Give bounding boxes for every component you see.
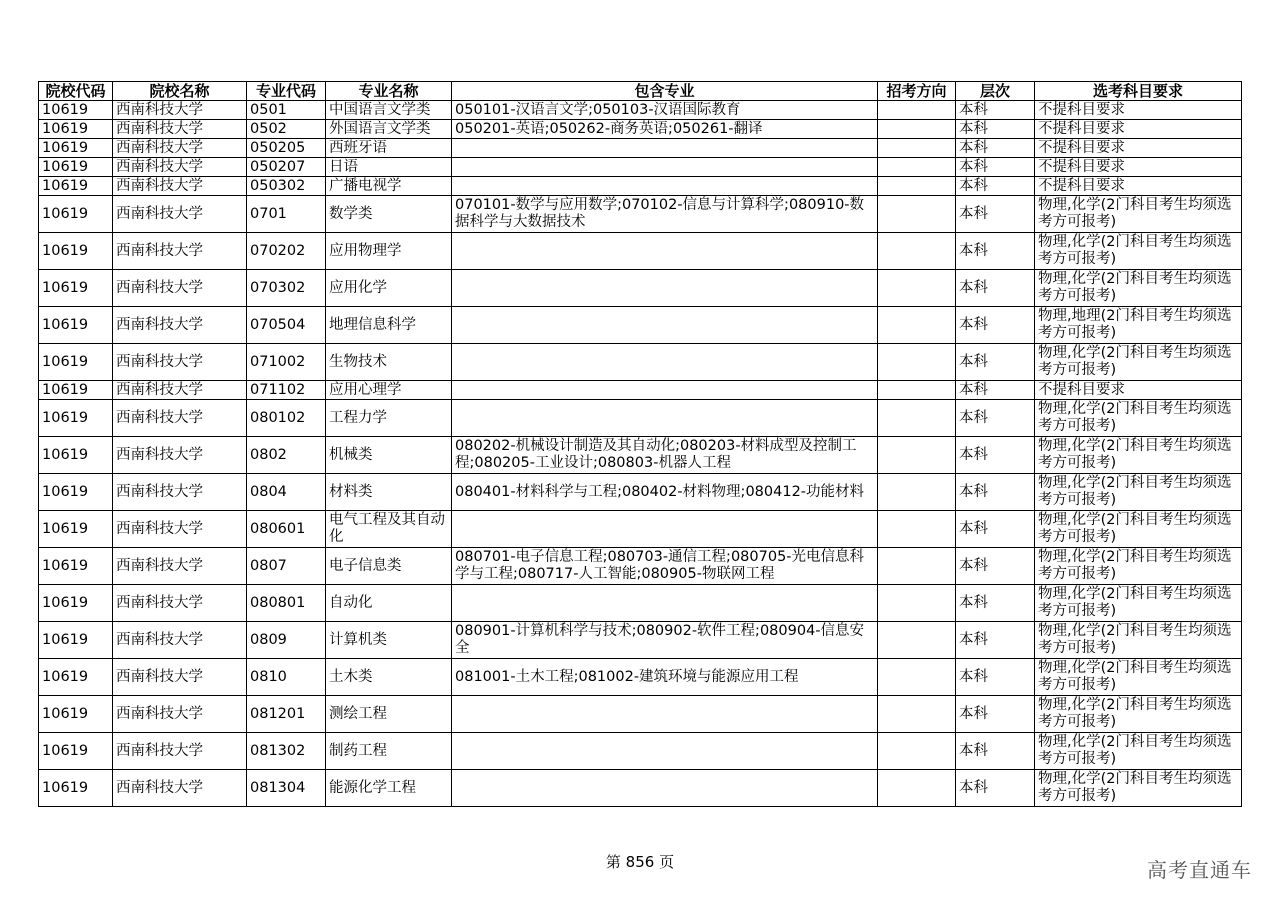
cell-major-code: 081201 bbox=[247, 696, 326, 733]
cell-direction bbox=[878, 585, 956, 622]
table-row bbox=[39, 659, 1242, 696]
cell-major-name: 工程力学 bbox=[326, 400, 452, 437]
header-school-code: 院校代码 bbox=[39, 82, 113, 101]
cell-direction bbox=[878, 139, 956, 158]
cell-school-code: 10619 bbox=[39, 270, 113, 307]
cell-major-code: 050302 bbox=[247, 177, 326, 196]
cell-direction bbox=[878, 548, 956, 585]
cell-level: 本科 bbox=[956, 120, 1035, 139]
header-major-name: 专业名称 bbox=[326, 82, 452, 101]
table-row bbox=[39, 474, 1242, 511]
header-included-majors: 包含专业 bbox=[452, 82, 878, 101]
cell-school-name: 西南科技大学 bbox=[113, 196, 247, 233]
cell-major-name: 应用心理学 bbox=[326, 381, 452, 400]
cell-included-majors bbox=[452, 381, 878, 400]
cell-level: 本科 bbox=[956, 733, 1035, 770]
cell-level: 本科 bbox=[956, 233, 1035, 270]
cell-level: 本科 bbox=[956, 585, 1035, 622]
cell-direction bbox=[878, 196, 956, 233]
header-subject-requirement: 选考科目要求 bbox=[1035, 82, 1242, 101]
cell-included-majors bbox=[452, 158, 878, 177]
cell-school-name: 西南科技大学 bbox=[113, 139, 247, 158]
table-row bbox=[39, 437, 1242, 474]
table-row bbox=[39, 307, 1242, 344]
cell-school-name: 西南科技大学 bbox=[113, 659, 247, 696]
table-row bbox=[39, 101, 1242, 120]
table-row bbox=[39, 511, 1242, 548]
cell-major-name: 数学类 bbox=[326, 196, 452, 233]
cell-school-code: 10619 bbox=[39, 139, 113, 158]
cell-level: 本科 bbox=[956, 139, 1035, 158]
cell-major-name: 日语 bbox=[326, 158, 452, 177]
cell-included-majors bbox=[452, 511, 878, 548]
cell-school-code: 10619 bbox=[39, 437, 113, 474]
cell-school-name: 西南科技大学 bbox=[113, 158, 247, 177]
table-row bbox=[39, 585, 1242, 622]
cell-school-name: 西南科技大学 bbox=[113, 101, 247, 120]
cell-level: 本科 bbox=[956, 344, 1035, 381]
cell-included-majors: 080701-电子信息工程;080703-通信工程;080705-光电信息科学与工程;080717-人工智能;080905-物联网工程 bbox=[452, 548, 878, 585]
cell-major-code: 0810 bbox=[247, 659, 326, 696]
cell-school-name: 西南科技大学 bbox=[113, 511, 247, 548]
cell-level: 本科 bbox=[956, 770, 1035, 807]
cell-included-majors: 080401-材料科学与工程;080402-材料物理;080412-功能材料 bbox=[452, 474, 878, 511]
cell-subject-requirement: 不提科目要求 bbox=[1035, 139, 1242, 158]
cell-school-name: 西南科技大学 bbox=[113, 307, 247, 344]
cell-direction bbox=[878, 511, 956, 548]
cell-major-code: 071002 bbox=[247, 344, 326, 381]
cell-subject-requirement: 物理,化学(2门科目考生均须选考方可报考) bbox=[1035, 548, 1242, 585]
cell-direction bbox=[878, 177, 956, 196]
cell-major-code: 080601 bbox=[247, 511, 326, 548]
table-row bbox=[39, 548, 1242, 585]
cell-school-name: 西南科技大学 bbox=[113, 437, 247, 474]
cell-subject-requirement: 物理,化学(2门科目考生均须选考方可报考) bbox=[1035, 437, 1242, 474]
cell-subject-requirement: 物理,化学(2门科目考生均须选考方可报考) bbox=[1035, 511, 1242, 548]
cell-direction bbox=[878, 307, 956, 344]
cell-school-name: 西南科技大学 bbox=[113, 233, 247, 270]
cell-school-code: 10619 bbox=[39, 196, 113, 233]
cell-level: 本科 bbox=[956, 158, 1035, 177]
cell-major-code: 080801 bbox=[247, 585, 326, 622]
cell-direction bbox=[878, 158, 956, 177]
cell-direction bbox=[878, 770, 956, 807]
cell-major-name: 西班牙语 bbox=[326, 139, 452, 158]
cell-school-code: 10619 bbox=[39, 696, 113, 733]
cell-major-name: 土木类 bbox=[326, 659, 452, 696]
cell-included-majors bbox=[452, 139, 878, 158]
cell-major-name: 电子信息类 bbox=[326, 548, 452, 585]
table-row bbox=[39, 400, 1242, 437]
cell-level: 本科 bbox=[956, 196, 1035, 233]
cell-school-name: 西南科技大学 bbox=[113, 120, 247, 139]
cell-major-code: 0501 bbox=[247, 101, 326, 120]
cell-level: 本科 bbox=[956, 659, 1035, 696]
cell-included-majors bbox=[452, 696, 878, 733]
cell-major-code: 0502 bbox=[247, 120, 326, 139]
cell-direction bbox=[878, 344, 956, 381]
cell-school-name: 西南科技大学 bbox=[113, 381, 247, 400]
cell-school-name: 西南科技大学 bbox=[113, 344, 247, 381]
cell-direction bbox=[878, 381, 956, 400]
cell-major-code: 0807 bbox=[247, 548, 326, 585]
cell-school-name: 西南科技大学 bbox=[113, 474, 247, 511]
cell-included-majors bbox=[452, 585, 878, 622]
cell-included-majors: 080901-计算机科学与技术;080902-软件工程;080904-信息安全 bbox=[452, 622, 878, 659]
header-major-code: 专业代码 bbox=[247, 82, 326, 101]
cell-level: 本科 bbox=[956, 622, 1035, 659]
cell-level: 本科 bbox=[956, 548, 1035, 585]
table-row bbox=[39, 770, 1242, 807]
header-row bbox=[39, 82, 1242, 101]
cell-level: 本科 bbox=[956, 381, 1035, 400]
cell-subject-requirement: 不提科目要求 bbox=[1035, 381, 1242, 400]
cell-included-majors bbox=[452, 233, 878, 270]
cell-level: 本科 bbox=[956, 437, 1035, 474]
table-row bbox=[39, 177, 1242, 196]
cell-major-code: 070302 bbox=[247, 270, 326, 307]
cell-school-code: 10619 bbox=[39, 548, 113, 585]
cell-level: 本科 bbox=[956, 511, 1035, 548]
cell-level: 本科 bbox=[956, 696, 1035, 733]
cell-subject-requirement: 物理,化学(2门科目考生均须选考方可报考) bbox=[1035, 233, 1242, 270]
cell-subject-requirement: 不提科目要求 bbox=[1035, 158, 1242, 177]
cell-school-code: 10619 bbox=[39, 381, 113, 400]
cell-school-code: 10619 bbox=[39, 233, 113, 270]
cell-subject-requirement: 物理,化学(2门科目考生均须选考方可报考) bbox=[1035, 344, 1242, 381]
cell-major-name: 广播电视学 bbox=[326, 177, 452, 196]
cell-school-name: 西南科技大学 bbox=[113, 270, 247, 307]
cell-major-name: 应用物理学 bbox=[326, 233, 452, 270]
cell-major-name: 计算机类 bbox=[326, 622, 452, 659]
cell-major-name: 应用化学 bbox=[326, 270, 452, 307]
cell-included-majors: 050201-英语;050262-商务英语;050261-翻译 bbox=[452, 120, 878, 139]
table-row bbox=[39, 196, 1242, 233]
cell-included-majors bbox=[452, 344, 878, 381]
cell-level: 本科 bbox=[956, 474, 1035, 511]
table-row bbox=[39, 381, 1242, 400]
cell-direction bbox=[878, 622, 956, 659]
cell-school-name: 西南科技大学 bbox=[113, 770, 247, 807]
majors-table bbox=[38, 81, 1242, 807]
header-level: 层次 bbox=[956, 82, 1035, 101]
cell-major-code: 0701 bbox=[247, 196, 326, 233]
cell-school-code: 10619 bbox=[39, 158, 113, 177]
table-row bbox=[39, 344, 1242, 381]
cell-subject-requirement: 物理,化学(2门科目考生均须选考方可报考) bbox=[1035, 585, 1242, 622]
cell-subject-requirement: 不提科目要求 bbox=[1035, 101, 1242, 120]
cell-included-majors bbox=[452, 400, 878, 437]
cell-subject-requirement: 物理,化学(2门科目考生均须选考方可报考) bbox=[1035, 696, 1242, 733]
table-row bbox=[39, 696, 1242, 733]
cell-major-code: 081302 bbox=[247, 733, 326, 770]
cell-major-name: 地理信息科学 bbox=[326, 307, 452, 344]
table-row bbox=[39, 622, 1242, 659]
cell-school-code: 10619 bbox=[39, 622, 113, 659]
cell-school-code: 10619 bbox=[39, 120, 113, 139]
cell-included-majors: 070101-数学与应用数学;070102-信息与计算科学;080910-数据科学与大数据技术 bbox=[452, 196, 878, 233]
cell-school-name: 西南科技大学 bbox=[113, 400, 247, 437]
cell-major-name: 电气工程及其自动化 bbox=[326, 511, 452, 548]
cell-subject-requirement: 不提科目要求 bbox=[1035, 177, 1242, 196]
cell-major-code: 070202 bbox=[247, 233, 326, 270]
cell-major-name: 测绘工程 bbox=[326, 696, 452, 733]
cell-major-code: 080102 bbox=[247, 400, 326, 437]
cell-school-code: 10619 bbox=[39, 474, 113, 511]
cell-included-majors bbox=[452, 177, 878, 196]
cell-subject-requirement: 物理,化学(2门科目考生均须选考方可报考) bbox=[1035, 400, 1242, 437]
cell-level: 本科 bbox=[956, 307, 1035, 344]
cell-major-name: 中国语言文学类 bbox=[326, 101, 452, 120]
cell-major-name: 外国语言文学类 bbox=[326, 120, 452, 139]
cell-subject-requirement: 物理,化学(2门科目考生均须选考方可报考) bbox=[1035, 622, 1242, 659]
cell-included-majors bbox=[452, 307, 878, 344]
cell-direction bbox=[878, 733, 956, 770]
cell-direction bbox=[878, 233, 956, 270]
cell-included-majors bbox=[452, 270, 878, 307]
cell-direction bbox=[878, 400, 956, 437]
cell-school-code: 10619 bbox=[39, 585, 113, 622]
cell-included-majors: 080202-机械设计制造及其自动化;080203-材料成型及控制工程;080205-工业设计;080803-机器人工程 bbox=[452, 437, 878, 474]
cell-major-name: 机械类 bbox=[326, 437, 452, 474]
cell-level: 本科 bbox=[956, 101, 1035, 120]
cell-school-code: 10619 bbox=[39, 400, 113, 437]
table-row bbox=[39, 233, 1242, 270]
table-row bbox=[39, 139, 1242, 158]
cell-included-majors bbox=[452, 770, 878, 807]
cell-subject-requirement: 物理,化学(2门科目考生均须选考方可报考) bbox=[1035, 733, 1242, 770]
cell-subject-requirement: 物理,地理(2门科目考生均须选考方可报考) bbox=[1035, 307, 1242, 344]
cell-school-code: 10619 bbox=[39, 659, 113, 696]
cell-level: 本科 bbox=[956, 400, 1035, 437]
cell-school-code: 10619 bbox=[39, 511, 113, 548]
cell-major-name: 能源化学工程 bbox=[326, 770, 452, 807]
cell-major-name: 自动化 bbox=[326, 585, 452, 622]
cell-subject-requirement: 物理,化学(2门科目考生均须选考方可报考) bbox=[1035, 770, 1242, 807]
watermark: 高考直通车 bbox=[1147, 858, 1252, 882]
cell-subject-requirement: 物理,化学(2门科目考生均须选考方可报考) bbox=[1035, 196, 1242, 233]
table-row bbox=[39, 270, 1242, 307]
cell-major-name: 材料类 bbox=[326, 474, 452, 511]
cell-direction bbox=[878, 696, 956, 733]
cell-direction bbox=[878, 437, 956, 474]
cell-level: 本科 bbox=[956, 270, 1035, 307]
cell-school-code: 10619 bbox=[39, 177, 113, 196]
cell-direction bbox=[878, 101, 956, 120]
cell-included-majors: 050101-汉语言文学;050103-汉语国际教育 bbox=[452, 101, 878, 120]
cell-major-name: 生物技术 bbox=[326, 344, 452, 381]
table-row bbox=[39, 120, 1242, 139]
cell-subject-requirement: 物理,化学(2门科目考生均须选考方可报考) bbox=[1035, 659, 1242, 696]
table-row bbox=[39, 158, 1242, 177]
cell-school-name: 西南科技大学 bbox=[113, 177, 247, 196]
page-number: 第 856 页 bbox=[605, 853, 675, 871]
cell-direction bbox=[878, 270, 956, 307]
table-row bbox=[39, 733, 1242, 770]
header-school-name: 院校名称 bbox=[113, 82, 247, 101]
cell-subject-requirement: 不提科目要求 bbox=[1035, 120, 1242, 139]
cell-major-code: 050207 bbox=[247, 158, 326, 177]
cell-school-name: 西南科技大学 bbox=[113, 733, 247, 770]
cell-school-name: 西南科技大学 bbox=[113, 548, 247, 585]
cell-included-majors bbox=[452, 733, 878, 770]
cell-school-code: 10619 bbox=[39, 770, 113, 807]
cell-direction bbox=[878, 474, 956, 511]
cell-major-code: 0804 bbox=[247, 474, 326, 511]
header-direction: 招考方向 bbox=[878, 82, 956, 101]
cell-major-name: 制药工程 bbox=[326, 733, 452, 770]
cell-direction bbox=[878, 659, 956, 696]
cell-subject-requirement: 物理,化学(2门科目考生均须选考方可报考) bbox=[1035, 474, 1242, 511]
cell-direction bbox=[878, 120, 956, 139]
cell-school-code: 10619 bbox=[39, 733, 113, 770]
cell-school-name: 西南科技大学 bbox=[113, 622, 247, 659]
cell-school-code: 10619 bbox=[39, 307, 113, 344]
cell-major-code: 071102 bbox=[247, 381, 326, 400]
cell-major-code: 0809 bbox=[247, 622, 326, 659]
cell-major-code: 0802 bbox=[247, 437, 326, 474]
cell-major-code: 070504 bbox=[247, 307, 326, 344]
cell-subject-requirement: 物理,化学(2门科目考生均须选考方可报考) bbox=[1035, 270, 1242, 307]
cell-major-code: 081304 bbox=[247, 770, 326, 807]
cell-major-code: 050205 bbox=[247, 139, 326, 158]
cell-included-majors: 081001-土木工程;081002-建筑环境与能源应用工程 bbox=[452, 659, 878, 696]
cell-school-name: 西南科技大学 bbox=[113, 696, 247, 733]
cell-school-code: 10619 bbox=[39, 101, 113, 120]
cell-level: 本科 bbox=[956, 177, 1035, 196]
cell-school-name: 西南科技大学 bbox=[113, 585, 247, 622]
cell-school-code: 10619 bbox=[39, 344, 113, 381]
